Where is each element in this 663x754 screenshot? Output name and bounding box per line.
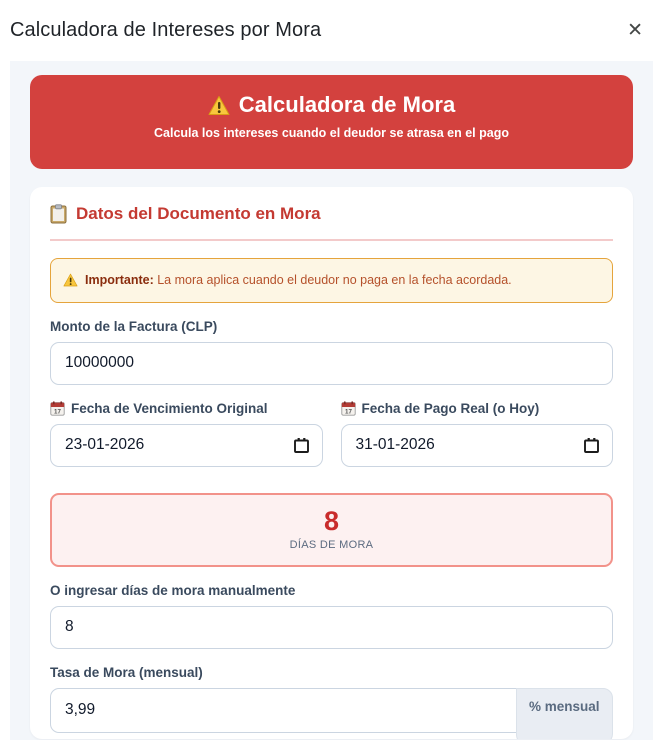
modal-header	[0, 0, 663, 61]
payment-date-wrap	[341, 424, 614, 467]
card-divider	[50, 239, 613, 241]
date-picker-icon[interactable]	[583, 437, 600, 454]
warning-icon	[63, 273, 78, 287]
payment-date-label-row	[341, 401, 614, 416]
notice-bold: Importante:	[85, 273, 154, 287]
amount-label: Monto de la Factura (CLP)	[50, 318, 218, 334]
days-value: 8	[323, 505, 340, 536]
close-icon[interactable]: ✕	[621, 17, 649, 44]
card-title-row	[50, 204, 613, 224]
warning-icon	[208, 95, 230, 116]
mora-banner	[30, 75, 633, 169]
notice-text-wrap	[85, 272, 512, 289]
due-date-wrap	[50, 424, 323, 467]
payment-date-col	[341, 385, 614, 467]
rate-addon: % mensual	[516, 688, 613, 739]
payment-date-label: Fecha de Pago Real (o Hoy)	[361, 400, 540, 416]
calendar-icon	[50, 401, 65, 416]
modal-body	[10, 61, 653, 740]
due-date-col	[50, 385, 323, 467]
banner-title-row	[44, 92, 619, 118]
card-title: Datos del Documento en Mora	[76, 204, 321, 223]
modal-title: Calculadora de Intereses por Mora	[10, 19, 322, 41]
amount-input[interactable]	[50, 342, 613, 385]
rate-input[interactable]	[50, 688, 517, 733]
calendar-icon	[341, 401, 356, 416]
due-date-label: Fecha de Vencimiento Original	[71, 400, 268, 416]
days-caption: DÍAS DE MORA	[289, 538, 374, 551]
due-date-input[interactable]	[50, 424, 323, 467]
date-row	[50, 385, 613, 467]
manual-days-input[interactable]	[50, 606, 613, 649]
clipboard-icon	[50, 204, 67, 224]
importante-notice	[50, 258, 613, 303]
rate-group	[50, 688, 613, 739]
rate-label: Tasa de Mora (mensual)	[50, 664, 203, 680]
days-result-box	[50, 493, 613, 567]
manual-days-label: O ingresar días de mora manualmente	[50, 582, 296, 598]
date-picker-icon[interactable]	[293, 437, 310, 454]
notice-text: La mora aplica cuando el deudor no paga en la fecha acordada.	[153, 273, 512, 287]
due-date-label-row	[50, 401, 323, 416]
banner-subtitle: Calcula los intereses cuando el deudor se atrasa en el pago	[154, 126, 509, 141]
payment-date-input[interactable]	[341, 424, 614, 467]
banner-title: Calculadora de Mora	[238, 92, 456, 117]
document-data-card	[30, 187, 633, 739]
